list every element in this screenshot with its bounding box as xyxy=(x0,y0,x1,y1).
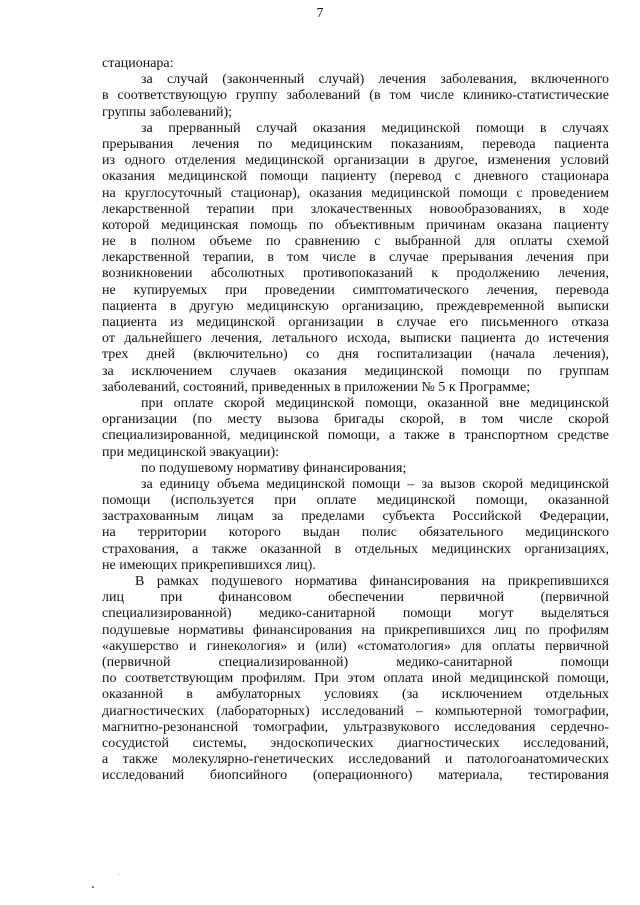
text-line: пациента в другую медицинскую организацию, преждевременной выписки xyxy=(102,298,609,314)
paragraph xyxy=(102,477,609,574)
text-line: не в полном объеме по сравнению с выбранной для оплаты схемой xyxy=(102,234,609,250)
paragraph xyxy=(102,121,609,396)
text-line: по соответствующим профилям. При этом оплата иной медицинской помощи, xyxy=(102,671,609,687)
text-line: за единицу объема медицинской помощи – за вызов скорой медицинской xyxy=(141,476,609,492)
text-line: за случай (законченный случай) лечения заболевания, включенного xyxy=(141,72,609,88)
text-line: при оплате скорой медицинской помощи, оказанной вне медицинской xyxy=(141,395,609,411)
text-line: в соответствующую группу заболеваний (в том числе клинико-статистические xyxy=(102,88,609,104)
page-number: 7 xyxy=(316,6,324,21)
text-line: от дальнейшего лечения, летального исхода, выписки пациента до истечения xyxy=(102,331,609,347)
text-line: оказанной в амбулаторных условиях (за исключением отдельных xyxy=(102,687,609,703)
text-line: «акушерство и гинекология» и (или) «стоматология» для оплаты первичной xyxy=(102,638,609,654)
text-line: организации (по месту вызова бригады скорой, в том числе скорой xyxy=(102,412,609,428)
text-line: лекарственной терапии при злокачественных новообразованиях, в ходе xyxy=(102,201,609,217)
text-line: магнитно-резонансной томографии, ультразвукового исследования сердечно- xyxy=(102,719,609,735)
text-line: из одного отделения медицинской организации в другое, изменения условий xyxy=(102,153,609,169)
document-body xyxy=(102,56,609,784)
text-line: диагностических (лабораторных) исследований – компьютерной томографии, xyxy=(102,703,609,719)
text-line: прерывания лечения по медицинским показаниям, перевода пациента xyxy=(102,136,609,152)
text-line: не имеющих прикрепившихся лиц). xyxy=(102,557,316,573)
text-line: на территории которого выдан полис обязательного медицинского xyxy=(102,525,609,541)
scan-speck xyxy=(118,874,119,875)
text-line: не купируемых при проведении симптоматического лечения, перевода xyxy=(102,282,609,298)
paragraph xyxy=(102,72,609,121)
text-line: по подушевому нормативу финансирования; xyxy=(141,460,407,476)
text-line: которой медицинская помощь по объективным причинам оказана пациенту xyxy=(102,217,609,233)
text-line: специализированной) медико-санитарной помощи могут выделяться xyxy=(102,606,609,622)
text-line: лекарственной терапии, в том числе в случае прерывания лечения при xyxy=(102,250,609,266)
text-line: на круглосуточный стационар), оказания медицинской помощи с проведением xyxy=(102,185,609,201)
text-line: пациента из медицинской организации в случае его письменного отказа xyxy=(102,315,609,330)
text-line: сосудистой системы, эндоскопических диагностических исследований, xyxy=(102,735,609,751)
text-line: группы заболеваний); xyxy=(102,104,232,120)
text-line: за исключением случаев оказания медицинской помощи по группам xyxy=(102,363,609,379)
paragraph xyxy=(102,56,609,72)
text-line: (первичной специализированной) медико-санитарной помощи xyxy=(102,654,609,670)
text-line: страхования, а также оказанной в отдельных медицинских организациях, xyxy=(102,541,609,557)
text-line: при медицинской эвакуации): xyxy=(102,444,280,460)
scan-speck xyxy=(92,886,94,888)
text-line: лиц при финансовом обеспечении первичной (первичной xyxy=(102,590,609,606)
text-line: заболеваний, состояний, приведенных в приложении № 5 к Программе; xyxy=(102,379,531,395)
paragraph xyxy=(102,461,609,477)
text-line: за прерванный случай оказания медицинской помощи в случаях xyxy=(141,120,609,136)
text-line: специализированной, медицинской помощи, а также в транспортном средстве xyxy=(102,428,609,444)
paragraph xyxy=(102,574,609,784)
text-line: помощи (используется при оплате медицинской помощи, оказанной xyxy=(102,493,609,509)
text-line: застрахованным лицам за пределами субъекта Российской Федерации, xyxy=(102,509,609,525)
text-line: возникновении абсолютных противопоказаний к продолжению лечения, xyxy=(102,266,609,282)
paragraph xyxy=(102,396,609,461)
text-line: трех дней (включительно) со дня госпитализации (начала лечения), xyxy=(102,347,609,363)
text-line: В рамках подушевого норматива финансирования на прикрепившихся xyxy=(135,574,609,589)
text-line: оказания медицинской помощи пациенту (перевод с дневного стационара xyxy=(102,169,609,185)
text-line: стационара: xyxy=(102,56,174,71)
text-line: исследований биопсийного (операционного) материала, тестирования xyxy=(102,768,609,784)
text-line: подушевые нормативы финансирования на прикрепившихся лиц по профилям xyxy=(102,622,609,638)
text-line: а также молекулярно-генетических исследований и патологоанатомических xyxy=(102,752,609,768)
